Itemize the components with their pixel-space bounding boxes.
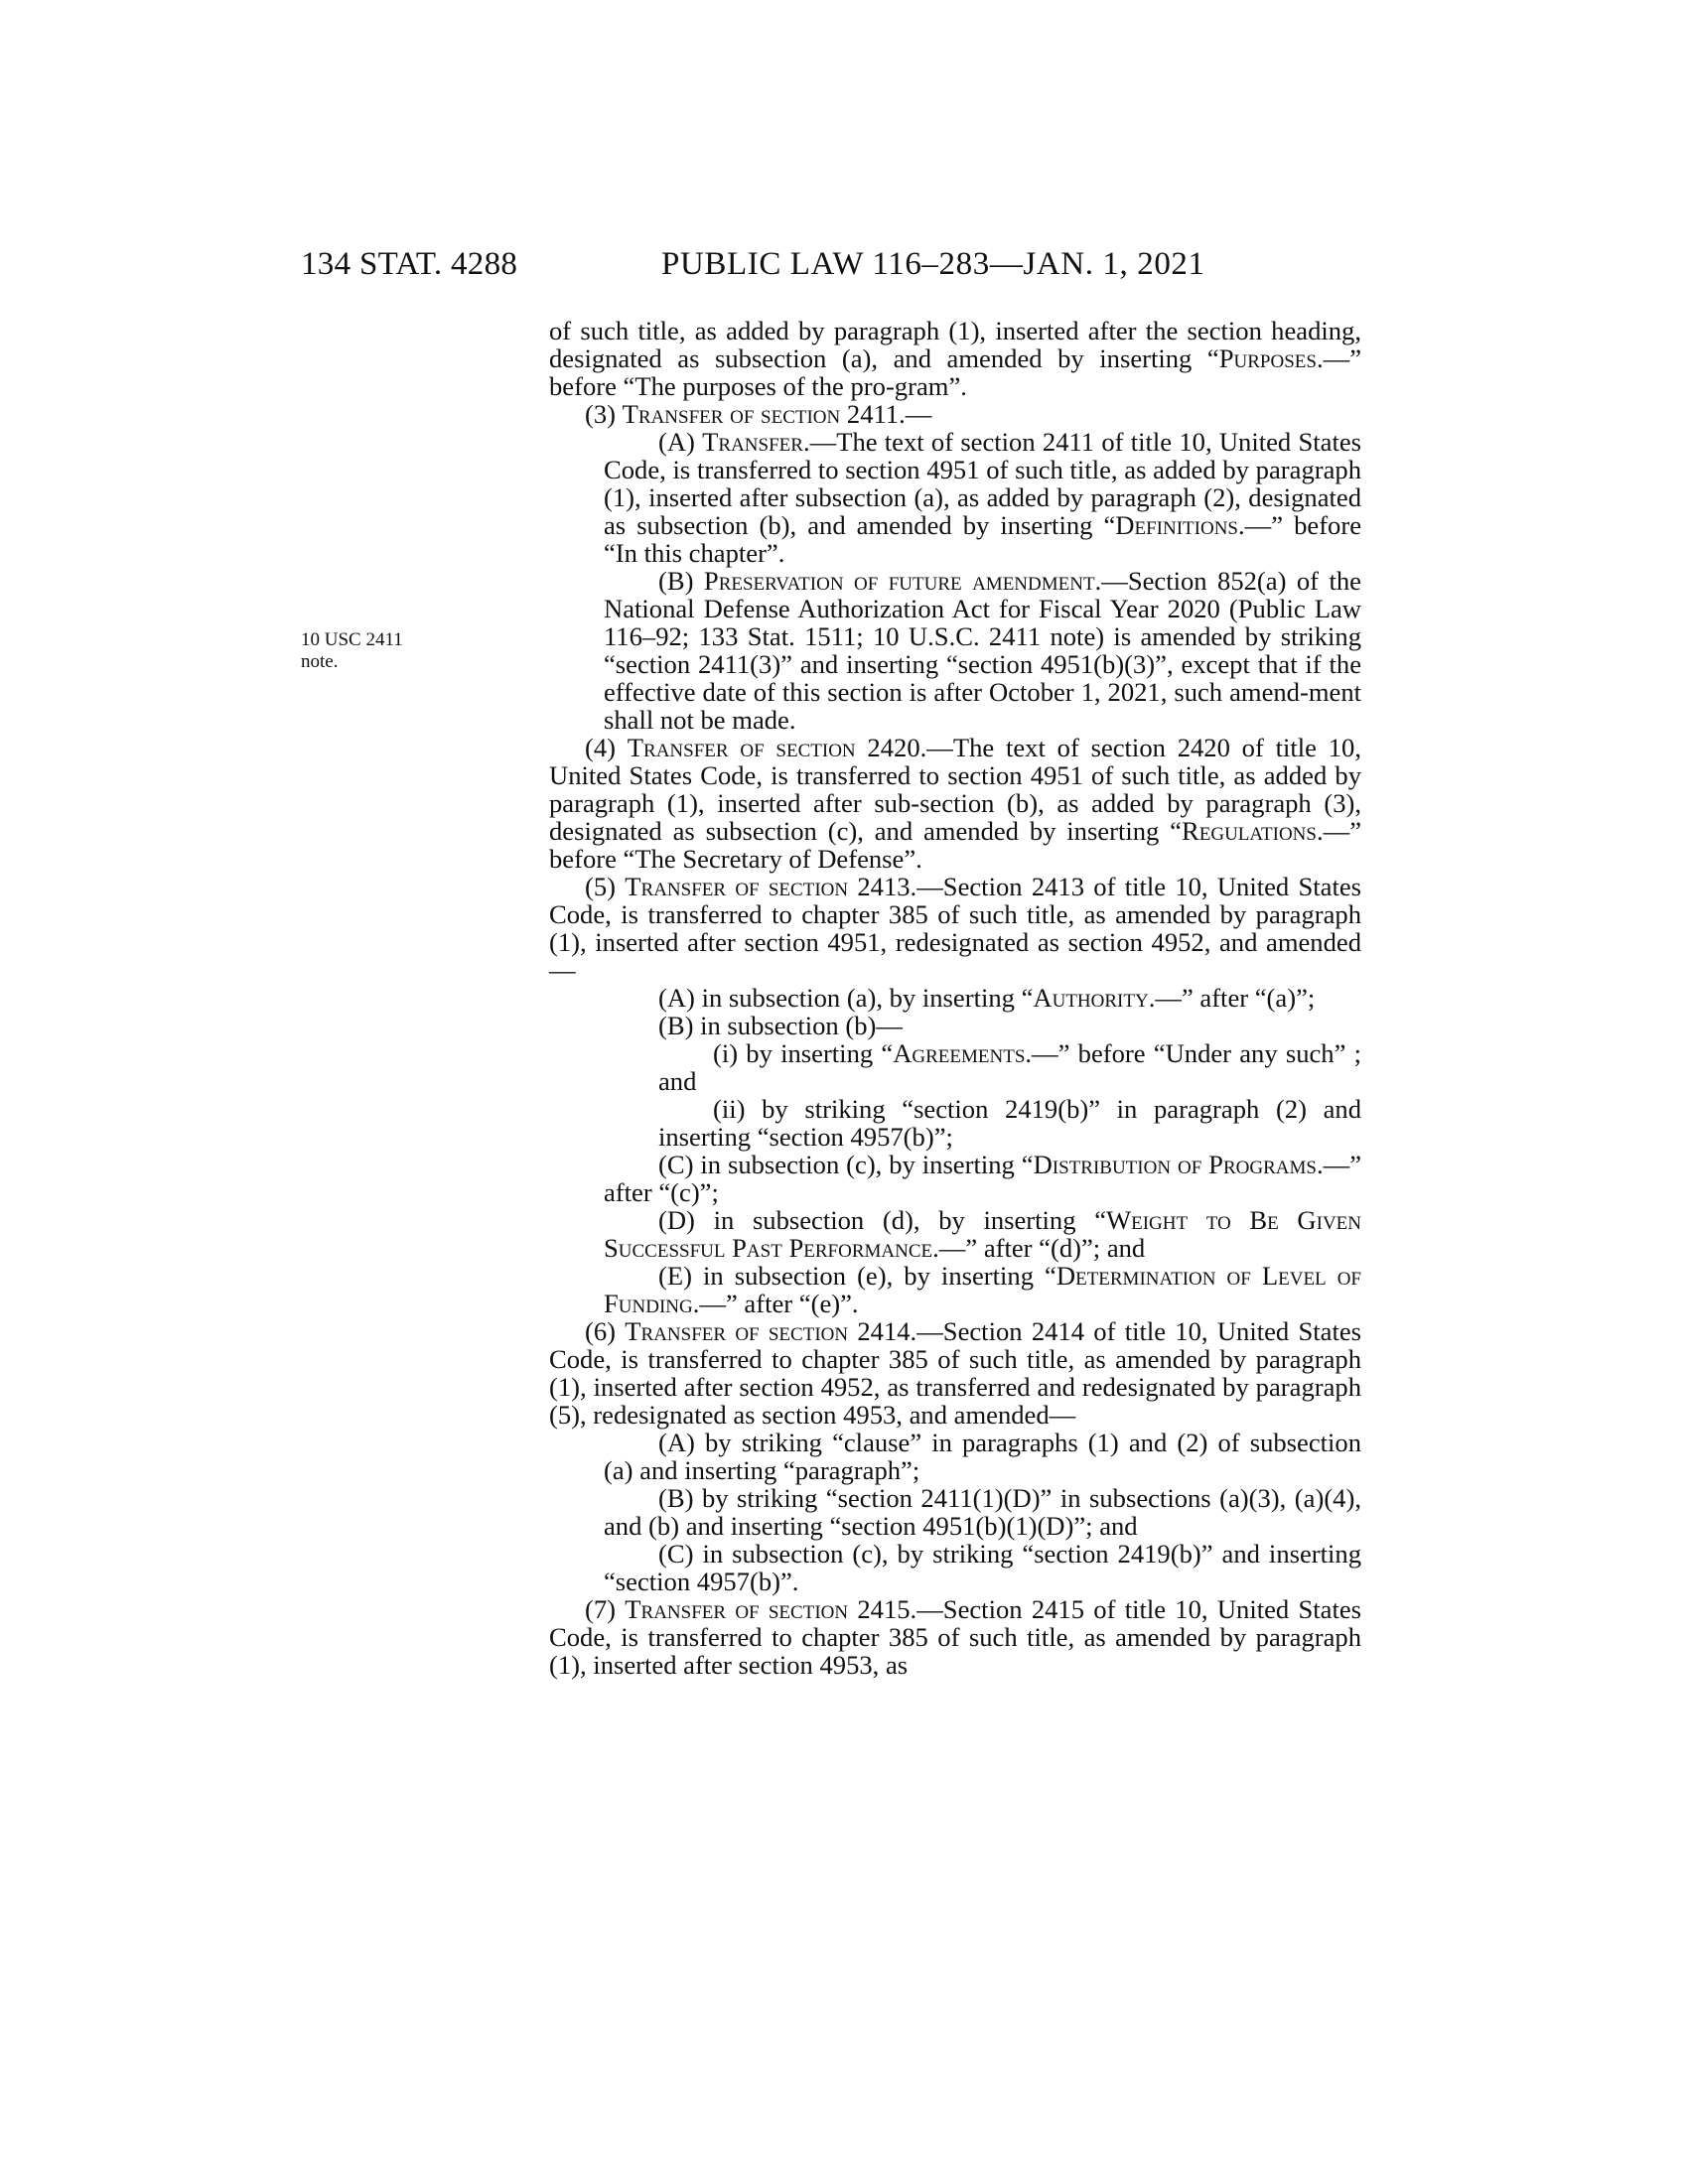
paragraph-heading: Transfer of section 2415 xyxy=(625,1594,911,1624)
paragraph xyxy=(549,984,1361,1012)
paragraph-text: (B) by striking “section 2411(1)(D)” in subsections (a)(3), (a)(4), and (b) and inserting “section 4951(b)(1)(D)”; and xyxy=(604,1483,1361,1541)
public-law-title: PUBLIC LAW 116–283—JAN. 1, 2021 xyxy=(661,246,1205,282)
paragraph-text: (5) xyxy=(585,872,626,901)
paragraph-heading: Agreements xyxy=(893,1038,1026,1068)
paragraph-text: .—” after “(e)”. xyxy=(692,1289,859,1318)
paragraph xyxy=(549,1540,1361,1595)
paragraph-heading: Preservation of future amendment xyxy=(703,566,1095,596)
paragraph-heading: Purposes xyxy=(1218,343,1317,373)
paragraph-heading: Transfer of section 2413 xyxy=(625,872,911,901)
paragraph-text: (6) xyxy=(585,1316,626,1346)
paragraph-text: .—The text of section 2411 of title 10, United States Code, is transferred to section 4951 of such title, as added by paragraph (1), inserted after subsection (a), as added by paragraph (2), designated as subsection (b), and amended by inserting “ xyxy=(604,427,1361,540)
paragraph-text: of such title, as added by paragraph (1), inserted after the section heading, designated as subsection (a), and amended by inserting “ xyxy=(549,316,1361,373)
paragraph-text: (A) in subsection (a), by inserting “ xyxy=(658,983,1034,1013)
paragraph xyxy=(549,400,1361,428)
paragraph-text: .—” before “Under any such” ; and xyxy=(658,1038,1361,1096)
paragraph-heading: Regulations xyxy=(1182,816,1317,846)
paragraph xyxy=(549,428,1361,567)
paragraph-text: .—” before “In this chapter”. xyxy=(604,510,1362,568)
statute-body-text xyxy=(549,317,1361,1679)
paragraph xyxy=(549,873,1361,984)
paragraph xyxy=(549,317,1361,400)
paragraph-heading: Weight to Be Given Successful Past Performance xyxy=(604,1205,1361,1263)
paragraph-text: (3) xyxy=(585,399,623,429)
paragraph-text: .—” before “The purposes of the pro-gram”. xyxy=(549,343,1361,401)
paragraph-text: .—” after “(c)”; xyxy=(604,1150,1361,1207)
paragraph-text: (C) in subsection (c), by inserting “ xyxy=(658,1150,1034,1179)
paragraph xyxy=(549,734,1361,873)
margin-note-suffix: note. xyxy=(301,651,339,672)
paragraph-text: (D) in subsection (d), by inserting “ xyxy=(658,1205,1106,1235)
paragraph-text: (E) in subsection (e), by inserting “ xyxy=(658,1261,1056,1291)
paragraph-text: (B) xyxy=(658,566,704,596)
paragraph-text: .—Section 852(a) of the National Defense Authorization Act for Fiscal Year 2020 (Public Law 116–92; 133 Stat. 1511; 10 U.S.C. 2411 note) is amended by striking “section 2411(3)” and inserting “section 4951(b)(3)”, except that if the effective date of this section is after October 1, 2021, such amend-ment shall not be made. xyxy=(604,566,1361,735)
paragraph-text: (A) by striking “clause” in paragraphs (1) and (2) of subsection (a) and inserting “paragraph”; xyxy=(604,1428,1361,1485)
paragraph-text: (4) xyxy=(585,733,628,762)
statute-page-number: 134 STAT. 4288 xyxy=(301,246,518,282)
paragraph-heading: Transfer of section 2420 xyxy=(627,733,920,762)
paragraph-heading: Distribution of Programs xyxy=(1033,1150,1317,1179)
paragraph-text: (7) xyxy=(585,1594,626,1624)
paragraph-text: (ii) by striking “section 2419(b)” in paragraph (2) and inserting “section 4957(b)”; xyxy=(658,1094,1361,1152)
margin-note xyxy=(301,629,420,673)
paragraph xyxy=(549,1012,1361,1039)
paragraph-heading: Authority xyxy=(1033,983,1149,1013)
paragraph-heading: Determination of Level of Funding xyxy=(604,1261,1362,1318)
paragraph xyxy=(549,1095,1361,1151)
paragraph-text: .—Section 2415 of title 10, United States Code, is transferred to chapter 385 of such title, as amended by paragraph (1), inserted after section 4953, as xyxy=(549,1594,1361,1680)
paragraph-text: .— xyxy=(899,399,932,429)
paragraph xyxy=(549,1595,1361,1679)
paragraph xyxy=(549,1151,1361,1206)
paragraph-text: .—The text of section 2420 of title 10, United States Code, is transferred to section 4951 of such title, as added by paragraph (1), inserted after sub-section (b), as added by paragraph (3), designated as subsection (c), and amended by inserting “ xyxy=(549,733,1361,846)
paragraph xyxy=(549,567,1361,734)
paragraph-heading: Transfer of section 2411 xyxy=(622,399,900,429)
margin-note-citation: 10 USC 2411 xyxy=(301,629,403,650)
paragraph-text: .—” after “(d)”; and xyxy=(932,1233,1146,1263)
paragraph-text: .—” before “The Secretary of Defense”. xyxy=(549,816,1361,874)
paragraph-heading: Transfer xyxy=(702,427,803,457)
paragraph xyxy=(549,1262,1361,1317)
paragraph-text: (C) in subsection (c), by striking “section 2419(b)” and inserting “section 4957(b)”. xyxy=(604,1539,1361,1596)
paragraph-text: (A) xyxy=(658,427,703,457)
paragraph-text: .—” after “(a)”; xyxy=(1148,983,1316,1013)
paragraph-text: .—Section 2414 of title 10, United States Code, is transferred to chapter 385 of such title, as amended by paragraph (1), inserted after section 4952, as transferred and redesignated by paragraph (5), redesignated as section 4953, and amended— xyxy=(549,1316,1361,1430)
paragraph xyxy=(549,1317,1361,1429)
paragraph xyxy=(549,1429,1361,1484)
paragraph-text: .—Section 2413 of title 10, United States Code, is transferred to chapter 385 of such title, as amended by paragraph (1), inserted after section 4951, redesignated as section 4952, and amended— xyxy=(549,872,1361,985)
paragraph-heading: Definitions xyxy=(1115,510,1238,540)
paragraph xyxy=(549,1206,1361,1262)
paragraph xyxy=(549,1039,1361,1095)
page-header xyxy=(0,246,1688,296)
paragraph-text: (i) by inserting “ xyxy=(713,1038,894,1068)
paragraph-heading: Transfer of section 2414 xyxy=(625,1316,911,1346)
paragraph xyxy=(549,1484,1361,1540)
paragraph-text: (B) in subsection (b)— xyxy=(658,1011,903,1040)
